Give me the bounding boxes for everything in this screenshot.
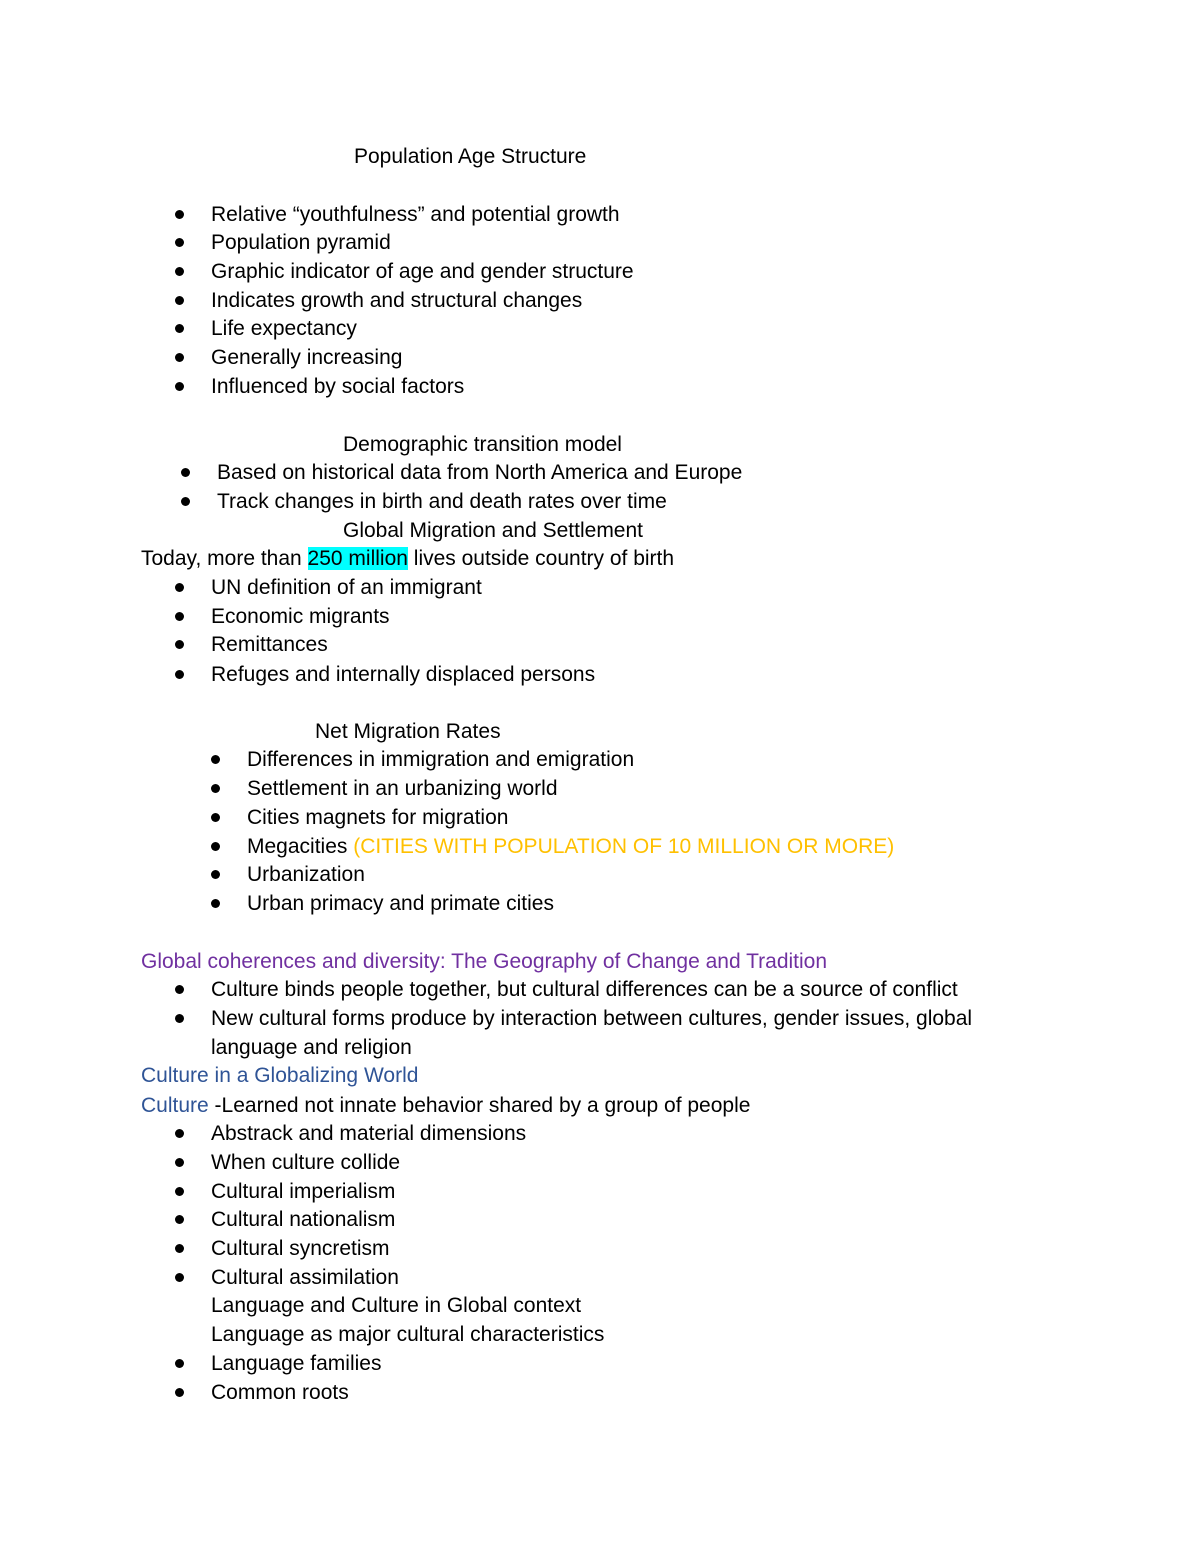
list-item: Abstrack and material dimensions bbox=[211, 1119, 526, 1148]
culture-term: Culture bbox=[141, 1094, 209, 1117]
list-item: Remittances bbox=[211, 630, 328, 659]
list-item: Common roots bbox=[211, 1378, 349, 1407]
heading-net-migration: Net Migration Rates bbox=[315, 720, 501, 743]
list-item: Refuges and internally displaced persons bbox=[211, 660, 595, 689]
list-item-megacities bbox=[247, 832, 894, 861]
heading-global-migration: Global Migration and Settlement bbox=[343, 519, 643, 542]
list-item: Based on historical data from North America and Europe bbox=[217, 458, 742, 487]
migration-intro-after: lives outside country of birth bbox=[407, 547, 675, 570]
culture-definition bbox=[141, 1091, 750, 1120]
heading-global-coherences: Global coherences and diversity: The Geography of Change and Tradition bbox=[141, 950, 828, 973]
list-item: Language families bbox=[211, 1349, 381, 1378]
list-item: Urban primacy and primate cities bbox=[247, 889, 554, 918]
list-item: New cultural forms produce by interaction between cultures, gender issues, global bbox=[211, 1004, 972, 1033]
megacities-note: (CITIES WITH POPULATION OF 10 MILLION OR MORE) bbox=[353, 835, 895, 858]
heading-culture-globalizing: Culture in a Globalizing World bbox=[141, 1064, 419, 1087]
list-item: Cities magnets for migration bbox=[247, 803, 508, 832]
list-item: Life expectancy bbox=[211, 314, 357, 343]
list-item: Culture binds people together, but cultural differences can be a source of conflict bbox=[211, 975, 958, 1004]
megacities-label: Megacities bbox=[247, 835, 348, 858]
list-item: Cultural assimilation bbox=[211, 1263, 399, 1292]
list-item: When culture collide bbox=[211, 1148, 400, 1177]
plain-line: Language as major cultural characteristics bbox=[211, 1323, 605, 1346]
list-item: Influenced by social factors bbox=[211, 372, 464, 401]
list-item: Cultural imperialism bbox=[211, 1177, 395, 1206]
list-item: UN definition of an immigrant bbox=[211, 573, 482, 602]
list-item: Relative “youthfulness” and potential growth bbox=[211, 200, 620, 229]
highlighted-figure: 250 million bbox=[307, 547, 408, 570]
plain-line: Language and Culture in Global context bbox=[211, 1294, 582, 1317]
migration-intro bbox=[141, 544, 674, 573]
list-item: Economic migrants bbox=[211, 602, 390, 631]
heading-population-age-structure: Population Age Structure bbox=[354, 145, 587, 168]
list-item-continuation: language and religion bbox=[211, 1036, 412, 1059]
list-item: Cultural syncretism bbox=[211, 1234, 390, 1263]
culture-definition-text: -Learned not innate behavior shared by a group of people bbox=[208, 1094, 751, 1117]
list-item: Track changes in birth and death rates over time bbox=[217, 487, 667, 516]
list-item: Population pyramid bbox=[211, 228, 391, 257]
list-item: Urbanization bbox=[247, 860, 365, 889]
list-item: Cultural nationalism bbox=[211, 1205, 395, 1234]
list-item: Generally increasing bbox=[211, 343, 402, 372]
heading-demographic-transition: Demographic transition model bbox=[343, 433, 622, 456]
migration-intro-before: Today, more than bbox=[141, 547, 308, 570]
list-item: Settlement in an urbanizing world bbox=[247, 774, 558, 803]
list-item: Graphic indicator of age and gender structure bbox=[211, 257, 634, 286]
list-item: Differences in immigration and emigration bbox=[247, 745, 634, 774]
list-item: Indicates growth and structural changes bbox=[211, 286, 582, 315]
